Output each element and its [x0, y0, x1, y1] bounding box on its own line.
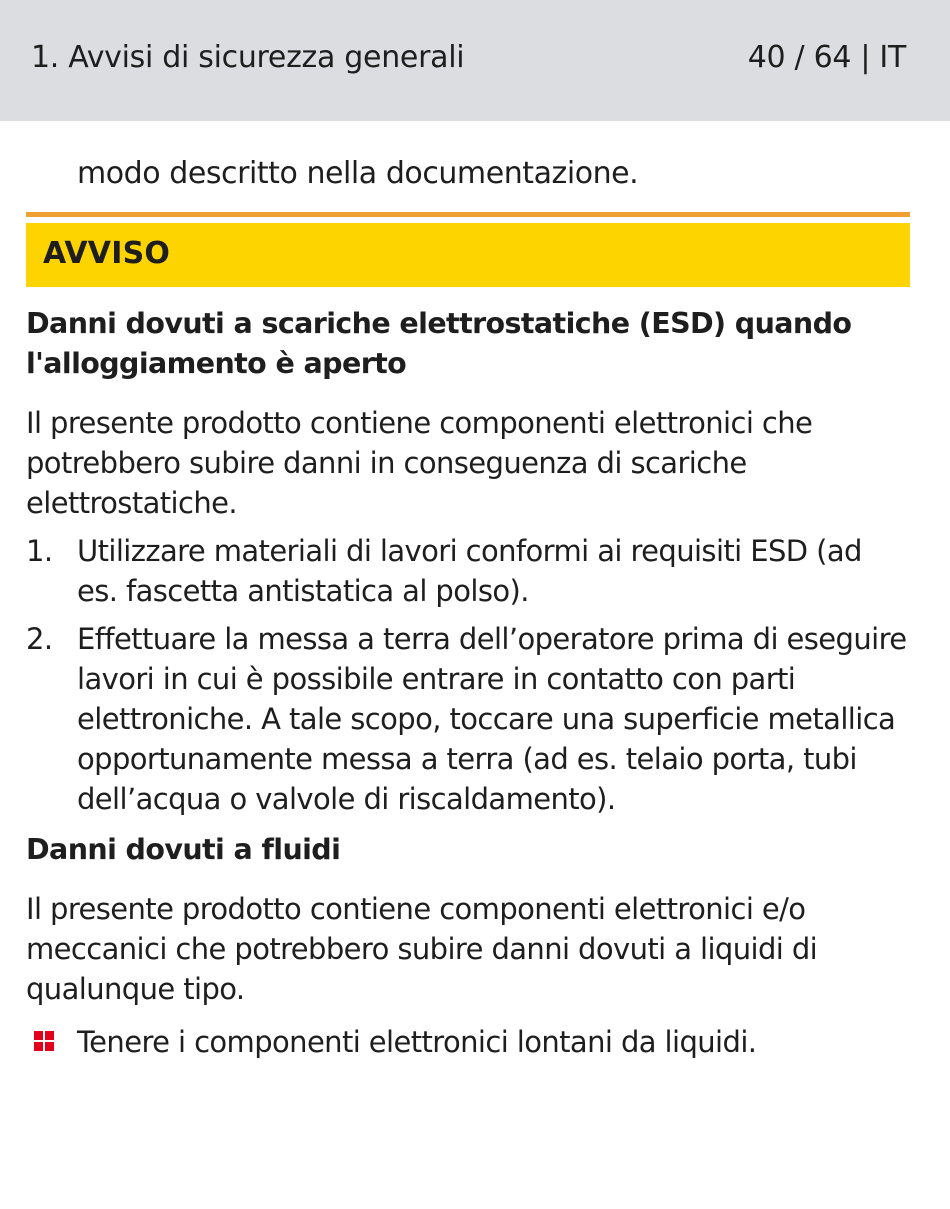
esd-steps-list — [26, 531, 910, 819]
page-indicator: 40 / 64 | IT — [747, 40, 906, 75]
fluids-paragraph: Il presente prodotto contiene componenti elettronici e/o meccanici che potrebbero subire danni dovuti a liquidi di qualunque tipo. — [26, 892, 818, 1006]
document-body — [26, 154, 910, 1062]
list-item — [26, 619, 910, 819]
step-text: Utilizzare materiali di lavori conformi ai requisiti ESD (ad es. fascetta antistatica al polso). — [77, 534, 862, 608]
notice-rule — [26, 212, 910, 217]
notice-banner — [26, 223, 910, 287]
notice-label: AVVISO — [43, 236, 171, 271]
step-text: Effettuare la messa a terra dell’operatore prima di eseguire lavori in cui è possibile entrare in contatto con parti elettroniche. A tale scopo, toccare una superficie metallica opportunamente messa a terra (ad es. telaio porta, tubi dell’acqua o valvole di riscaldamento). — [77, 622, 907, 816]
bullet-text: Tenere i componenti elettronici lontani da liquidi. — [77, 1025, 757, 1059]
step-number: 1. — [26, 534, 53, 568]
fluids-heading: Danni dovuti a fluidi — [26, 833, 341, 866]
esd-heading: Danni dovuti a scariche elettrostatiche (ESD) quando l'alloggiamento è aperto — [26, 307, 852, 380]
red-square-bullet-icon — [34, 1031, 54, 1051]
continued-text: modo descritto nella documentazione. — [77, 156, 639, 191]
esd-paragraph: Il presente prodotto contiene componenti elettronici che potrebbero subire danni in conseguenza di scariche elettrostatiche. — [26, 406, 813, 520]
list-item — [26, 1022, 910, 1062]
step-number: 2. — [26, 622, 53, 656]
page-header — [0, 0, 950, 121]
list-item — [26, 531, 910, 611]
section-title: 1. Avvisi di sicurezza generali — [31, 40, 465, 75]
